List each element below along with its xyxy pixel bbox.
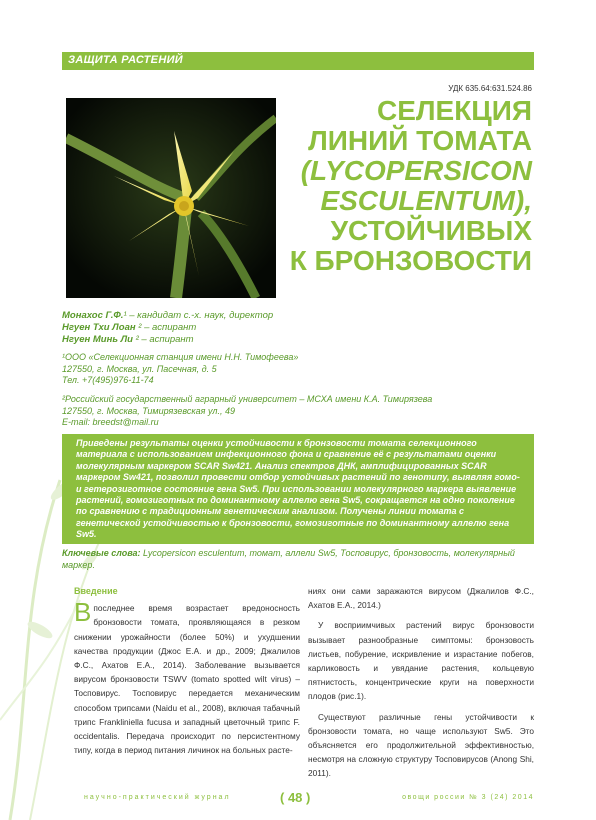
journal-issue: овощи россии № 3 (24) 2014: [402, 794, 534, 801]
title-line-5: УСТОЙЧИВЫХ: [330, 215, 532, 246]
page-number: ( 48 ): [280, 790, 311, 805]
column-right: [308, 584, 534, 787]
page-footer: [62, 790, 534, 806]
journal-type: научно-практический журнал: [84, 794, 231, 801]
affiliation-1: ¹ООО «Селекционная станция имени Н.Н. Тимофеева» 127550, г. Москва, ул. Пасечная, д. 5 Тел. +7(495)976-11-74: [62, 352, 299, 385]
intro-heading: Введение: [74, 586, 118, 596]
author-1: Монахос Г.Ф.¹ – кандидат с.-х. наук, директор: [62, 310, 274, 321]
authors-block: [62, 310, 273, 346]
title-line-1: СЕЛЕКЦИЯ: [376, 95, 532, 126]
section-title: ЗАЩИТА РАСТЕНИЙ: [68, 54, 183, 66]
author-3: Нгуен Минь Ли ² – аспирант: [62, 334, 194, 345]
keywords: Ключевые слова: Lycopersicon esculentum, томат, аллели Sw5, Тосповирус, бронзовость, молекулярный маркер.: [62, 548, 515, 570]
title-line-3: (LYCOPERSICON: [300, 155, 532, 186]
section-header-bar: [62, 52, 534, 70]
article-title: [222, 96, 532, 276]
intro-paragraph: Впоследнее время возрастает вредоносность бронзовости томата, проявляющаяся в резком снижении урожайности (более 50%) и ухудшении качества продукции (Джос Е.А. и др., 2009; Джалилов Ф.С., Ахатов Е.А., 2014). Заболевание вызывается вирусом бронзовости TSWV (tomato spotted wilt virus) – Тосповирус. Тосповирус передается механическим способом трипсами (Naidu et al., 2008), включая табачный трипс Frankliniella fucusa и западный цветочный трипс F. occidentalis. Передача происходит по персистентному типу, когда в период питания личинок на больных расте-: [74, 597, 300, 756]
title-line-4: ESCULENTUM),: [320, 185, 532, 216]
title-line-2: ЛИНИЙ ТОМАТА: [308, 125, 532, 156]
col2-paragraph-2: У восприимчивых растений вирус бронзовости вызывает разнообразные симптомы: бронзовость листьев, побурение, искривление и израстание побегов, карликовость и увядание растения, кольцевую пятнистость, концентрические круги на поверхности плодов (рис.1).: [308, 620, 534, 702]
abstract-text: Приведены результаты оценки устойчивости к бронзовости томата селекционного материала с использованием инфекционного фона и сравнение её с результатами оценки молекулярным маркером SCAR Sw421. Анализ спектров ДНК, амплифицированных SCAR маркером Sw421, позволил провести отбор устойчивых растений по генотипу, выявляя гомо- и гетерозиготное состояние гена Sw5. При использовании молекулярного маркера выявление растений, гомозиготных по доминантному аллелю гена Sw5, сокращается на одно поколение по сравнению с традиционным генетическим анализом. Получены линии томата с генетической устойчивостью к бронзовости, гомозиготные по доминантному аллелю гена Sw5.: [76, 438, 520, 540]
udk-code: УДК 635.64:631.524.86: [448, 84, 532, 93]
col2-paragraph-1: ниях они сами заражаются вирусом (Джалилов Ф.С., Ахатов Е.А., 2014.): [308, 586, 534, 611]
affiliation-2: ²Российский государственный аграрный университет – МСХА имени К.А. Тимирязева 127550, г. Москва, Тимирязевская ул., 49 E-mail: breedst@mail.ru: [62, 394, 433, 427]
author-2: Нгуен Тхи Лоан ² – аспирант: [62, 322, 197, 333]
column-left: [74, 584, 300, 763]
col2-paragraph-3: Существуют различные гены устойчивости к бронзовости томата, но чаще используют Sw5. Это объясняется его продолжительной эффективностью, несмотря на сложную структуру Тосповирусов (Anong Shi, 2011).: [308, 711, 534, 779]
abstract-box: [62, 434, 534, 544]
title-line-6: К БРОНЗОВОСТИ: [289, 245, 532, 276]
